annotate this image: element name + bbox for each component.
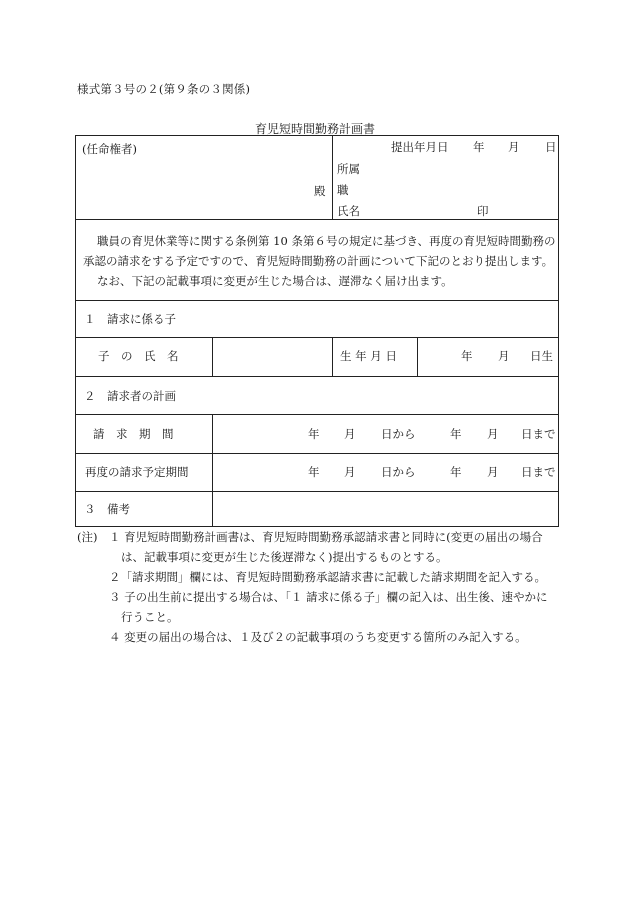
section2-heading: ２ 請求者の計画 bbox=[84, 389, 176, 403]
note-2: ２「請求期間」欄には、育児短時間勤務承認請求書に記載した請求期間を記入する。 bbox=[109, 570, 546, 584]
note-1-line-2: は、記載事項に変更が生じた後遅滞なく)提出するものとする。 bbox=[121, 550, 448, 564]
position-label: 職 bbox=[337, 183, 349, 197]
period-label: 請 求 期 間 bbox=[93, 427, 174, 441]
birth-date-label: 生 年 月 日 bbox=[340, 349, 397, 363]
rule-section1-heading bbox=[76, 337, 558, 338]
next-period-label: 再度の請求予定期間 bbox=[85, 465, 189, 479]
rule-remarks-divider bbox=[212, 491, 213, 527]
rule-addressee-divider bbox=[332, 136, 333, 219]
note-4: ４ 変更の届出の場合は、１及び２の記載事項のうち変更する箇所のみ記入する。 bbox=[109, 630, 527, 644]
period-start-from: 日から bbox=[381, 427, 416, 441]
addressee-honorific: 殿 bbox=[314, 184, 326, 198]
section3-heading: ３ 備考 bbox=[84, 502, 130, 516]
period-start-month: 月 bbox=[344, 427, 356, 441]
submit-year: 年 bbox=[473, 140, 485, 154]
rule-section2-heading bbox=[76, 414, 558, 415]
next-period-start-from: 日から bbox=[381, 465, 416, 479]
rule-statement-bottom bbox=[76, 300, 558, 301]
name-label: 氏名 bbox=[337, 204, 360, 218]
form-table bbox=[75, 135, 559, 527]
birth-day: 日生 bbox=[530, 349, 553, 363]
birth-month: 月 bbox=[498, 349, 510, 363]
statement-line-2: 承認の請求をする予定ですので、育児短時間勤務の計画について下記のとおり提出します。 bbox=[83, 254, 554, 268]
note-1-line-1: １ 育児短時間勤務計画書は、育児短時間勤務承認請求書と同時に(変更の届出の場合 bbox=[109, 530, 543, 544]
next-period-end-year: 年 bbox=[450, 465, 462, 479]
period-end-until: 日まで bbox=[521, 427, 556, 441]
rule-child-name-divider bbox=[332, 337, 333, 376]
note-3-line-2: 行うこと。 bbox=[121, 610, 179, 624]
period-end-month: 月 bbox=[487, 427, 499, 441]
statement-line-1: 職員の育児休業等に関する条例第 10 条第６号の規定に基づき、再度の育児短時間勤務の bbox=[97, 234, 556, 248]
next-period-end-month: 月 bbox=[487, 465, 499, 479]
statement-line-3: なお、下記の記載事項に変更が生じた場合は、遅滞なく届け出ます。 bbox=[97, 274, 453, 288]
note-3-line-1: ３ 子の出生前に提出する場合は、「１ 請求に係る子」欄の記入は、出生後、速やかに bbox=[109, 590, 548, 604]
addressee-label: (任命権者) bbox=[82, 142, 137, 156]
birth-year: 年 bbox=[461, 349, 473, 363]
child-name-label: 子 の 氏 名 bbox=[98, 349, 179, 363]
notes-prefix: (注) bbox=[77, 530, 98, 544]
submit-month: 月 bbox=[508, 140, 520, 154]
period-start-year: 年 bbox=[308, 427, 320, 441]
rule-birth-label-divider bbox=[417, 337, 418, 376]
seal-mark: 印 bbox=[477, 204, 489, 218]
next-period-start-month: 月 bbox=[344, 465, 356, 479]
form-number: 様式第３号の２(第９条の３関係) bbox=[77, 82, 251, 96]
form-title: 育児短時間勤務計画書 bbox=[254, 122, 375, 136]
submit-day: 日 bbox=[545, 140, 557, 154]
rule-child-label-divider bbox=[212, 337, 213, 376]
rule-period-row bbox=[76, 453, 558, 454]
affiliation-label: 所属 bbox=[337, 162, 360, 176]
rule-child-row bbox=[76, 376, 558, 377]
rule-next-period-row bbox=[76, 491, 558, 492]
submit-date-label: 提出年月日 bbox=[391, 140, 449, 154]
period-end-year: 年 bbox=[450, 427, 462, 441]
rule-period-label-divider bbox=[212, 414, 213, 491]
next-period-start-year: 年 bbox=[308, 465, 320, 479]
rule-header-bottom bbox=[76, 219, 558, 220]
next-period-end-until: 日まで bbox=[521, 465, 556, 479]
section1-heading: １ 請求に係る子 bbox=[84, 312, 176, 326]
